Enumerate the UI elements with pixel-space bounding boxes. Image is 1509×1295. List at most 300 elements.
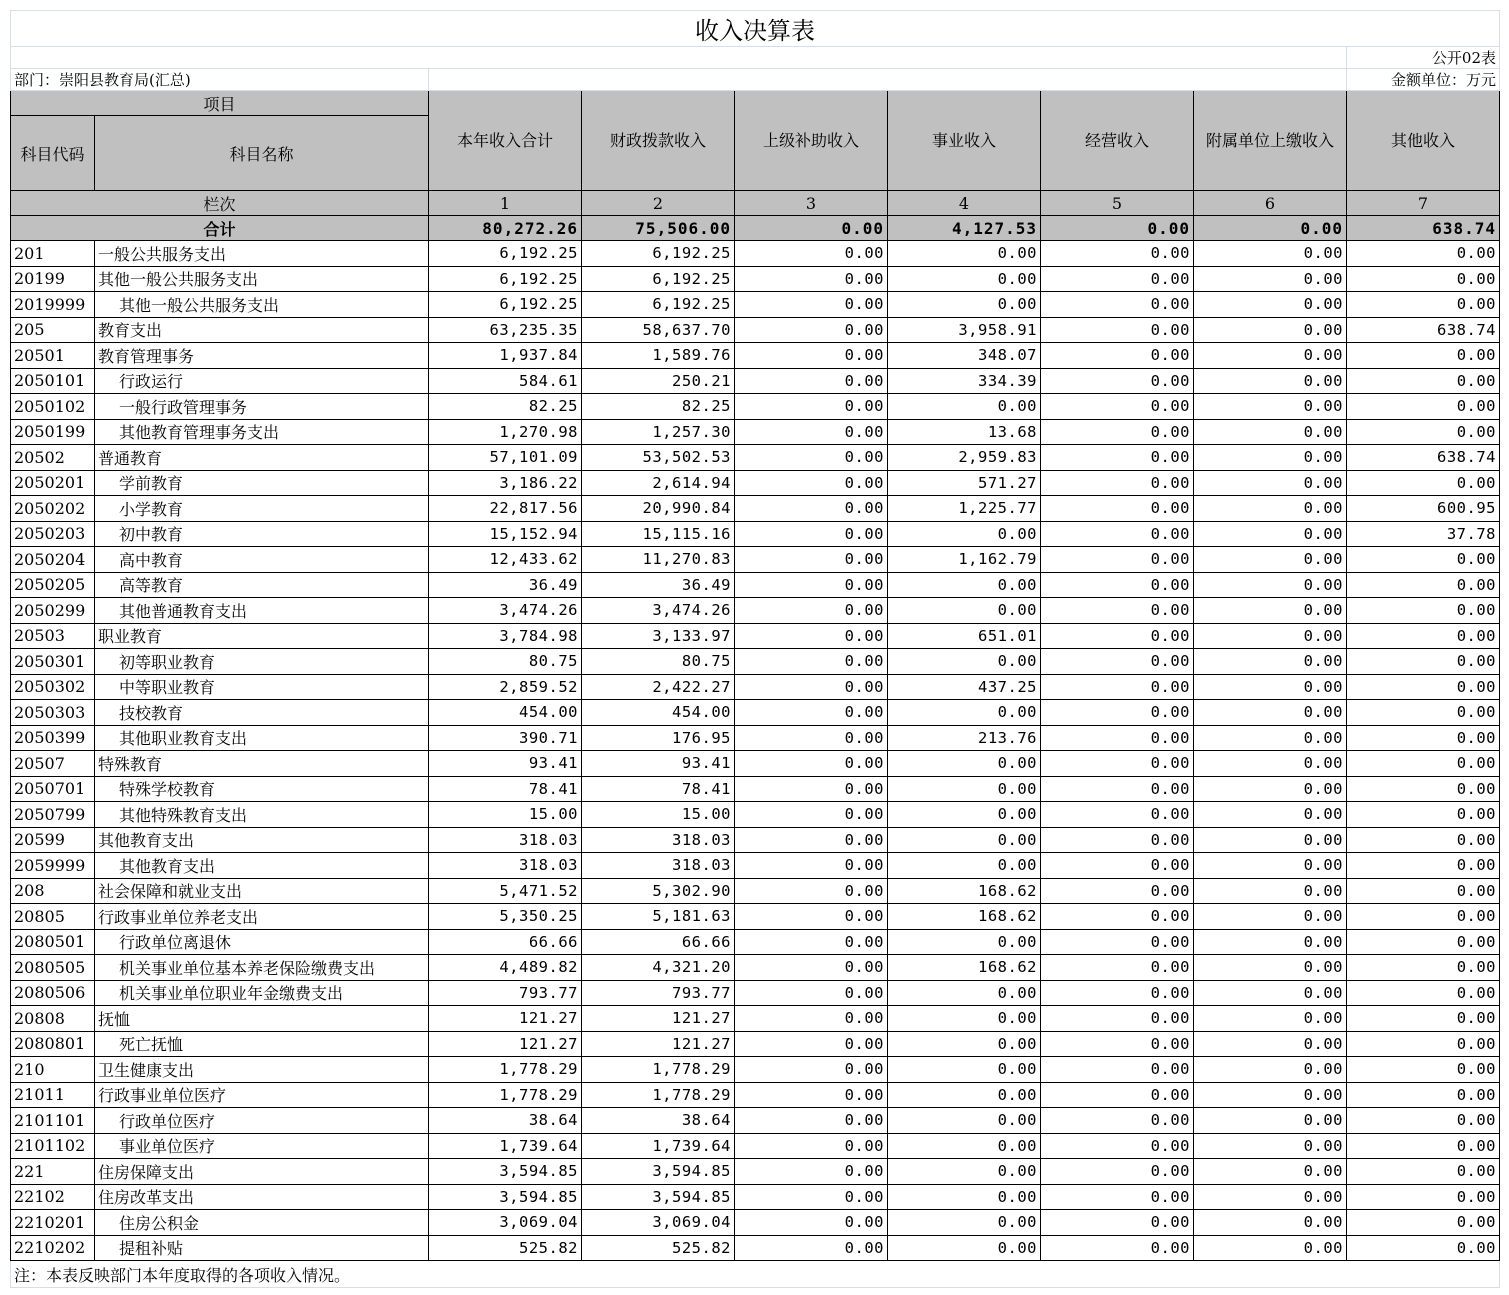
amount-cell: 318.03 (429, 853, 582, 879)
amount-cell: 0.00 (1194, 266, 1347, 292)
table-row (11, 1210, 1500, 1236)
amount-cell: 0.00 (1041, 776, 1194, 802)
subject-code: 21011 (11, 1082, 95, 1108)
col-header-4: 事业收入 (888, 91, 1041, 191)
amount-cell: 0.00 (1194, 853, 1347, 879)
amount-cell: 0.00 (1194, 1057, 1347, 1083)
table-row (11, 853, 1500, 879)
subject-code: 2080506 (11, 980, 95, 1006)
amount-cell: 1,225.77 (888, 496, 1041, 522)
amount-cell: 0.00 (1347, 1184, 1500, 1210)
amount-cell: 0.00 (735, 343, 888, 369)
col-header-3: 上级补助收入 (735, 91, 888, 191)
amount-cell: 600.95 (1347, 496, 1500, 522)
subject-name: 职业教育 (95, 623, 429, 649)
subject-code: 2101101 (11, 1108, 95, 1134)
amount-cell: 0.00 (735, 955, 888, 981)
amount-cell: 0.00 (1194, 547, 1347, 573)
amount-cell: 3,958.91 (888, 317, 1041, 343)
amount-cell: 0.00 (1194, 700, 1347, 726)
amount-cell: 176.95 (582, 725, 735, 751)
amount-cell: 168.62 (888, 904, 1041, 930)
subject-code: 2050302 (11, 674, 95, 700)
amount-cell: 15,115.16 (582, 521, 735, 547)
subject-code: 20199 (11, 266, 95, 292)
amount-cell: 0.00 (1194, 1184, 1347, 1210)
amount-cell: 0.00 (1347, 674, 1500, 700)
amount-cell: 0.00 (1194, 419, 1347, 445)
amount-cell: 0.00 (1347, 776, 1500, 802)
amount-cell: 2,859.52 (429, 674, 582, 700)
amount-cell: 318.03 (582, 853, 735, 879)
amount-cell: 0.00 (888, 1159, 1041, 1185)
amount-cell: 0.00 (1194, 1210, 1347, 1236)
amount-cell: 53,502.53 (582, 445, 735, 471)
amount-cell: 1,270.98 (429, 419, 582, 445)
amount-cell: 0.00 (735, 1159, 888, 1185)
amount-cell: 1,778.29 (429, 1082, 582, 1108)
amount-cell: 0.00 (1041, 445, 1194, 471)
amount-cell: 0.00 (1194, 1108, 1347, 1134)
amount-cell: 1,778.29 (429, 1057, 582, 1083)
amount-cell: 0.00 (735, 1235, 888, 1261)
amount-cell: 0.00 (888, 649, 1041, 675)
amount-cell: 82.25 (582, 394, 735, 420)
total-label: 合计 (11, 216, 429, 241)
amount-cell: 0.00 (735, 419, 888, 445)
amount-cell: 6,192.25 (582, 292, 735, 318)
amount-cell: 0.00 (1041, 649, 1194, 675)
amount-cell: 0.00 (888, 521, 1041, 547)
table-row (11, 547, 1500, 573)
amount-cell: 0.00 (1041, 1057, 1194, 1083)
amount-cell: 4,489.82 (429, 955, 582, 981)
subject-code: 20501 (11, 343, 95, 369)
amount-cell: 1,739.64 (582, 1133, 735, 1159)
amount-cell: 0.00 (1041, 802, 1194, 828)
subject-code: 2050204 (11, 547, 95, 573)
amount-cell: 0.00 (735, 1133, 888, 1159)
subject-name: 初等职业教育 (95, 649, 429, 675)
amount-cell: 0.00 (888, 241, 1041, 267)
amount-cell: 3,474.26 (582, 598, 735, 624)
amount-cell: 0.00 (1041, 623, 1194, 649)
department-label: 部门：崇阳县教育局(汇总) (11, 69, 429, 91)
table-row (11, 878, 1500, 904)
subject-name: 行政运行 (95, 368, 429, 394)
amount-cell: 1,257.30 (582, 419, 735, 445)
subject-code: 2059999 (11, 853, 95, 879)
unit-label: 金额单位：万元 (1347, 69, 1500, 91)
table-row (11, 980, 1500, 1006)
amount-cell: 0.00 (1347, 623, 1500, 649)
amount-cell: 0.00 (1347, 751, 1500, 777)
subject-name: 死亡抚恤 (95, 1031, 429, 1057)
amount-cell: 3,069.04 (582, 1210, 735, 1236)
amount-cell: 0.00 (888, 802, 1041, 828)
amount-cell: 0.00 (735, 649, 888, 675)
amount-cell: 0.00 (1347, 1210, 1500, 1236)
data-rows (11, 241, 1500, 1261)
amount-cell: 0.00 (1347, 1057, 1500, 1083)
table-row (11, 751, 1500, 777)
amount-cell: 0.00 (735, 1057, 888, 1083)
amount-cell: 58,637.70 (582, 317, 735, 343)
amount-cell: 0.00 (1194, 929, 1347, 955)
amount-cell: 3,784.98 (429, 623, 582, 649)
total-value: 0.00 (1041, 216, 1194, 241)
table-row (11, 1108, 1500, 1134)
column-number: 7 (1347, 191, 1500, 216)
amount-cell: 168.62 (888, 955, 1041, 981)
amount-cell: 0.00 (1041, 598, 1194, 624)
total-value: 80,272.26 (429, 216, 582, 241)
amount-cell: 121.27 (582, 1031, 735, 1057)
subject-code: 205 (11, 317, 95, 343)
total-value: 75,506.00 (582, 216, 735, 241)
amount-cell: 1,778.29 (582, 1057, 735, 1083)
amount-cell: 454.00 (429, 700, 582, 726)
subject-code: 221 (11, 1159, 95, 1185)
subject-name: 住房公积金 (95, 1210, 429, 1236)
amount-cell: 348.07 (888, 343, 1041, 369)
amount-cell: 0.00 (1194, 1159, 1347, 1185)
amount-cell: 0.00 (1041, 904, 1194, 930)
amount-cell: 0.00 (735, 266, 888, 292)
amount-cell: 0.00 (888, 1235, 1041, 1261)
amount-cell: 0.00 (888, 1184, 1041, 1210)
amount-cell: 0.00 (1194, 674, 1347, 700)
empty-cell (429, 69, 1347, 91)
amount-cell: 36.49 (582, 572, 735, 598)
amount-cell: 0.00 (1347, 980, 1500, 1006)
amount-cell: 0.00 (1194, 496, 1347, 522)
total-value: 4,127.53 (888, 216, 1041, 241)
amount-cell: 793.77 (582, 980, 735, 1006)
amount-cell: 0.00 (888, 1133, 1041, 1159)
amount-cell: 0.00 (735, 547, 888, 573)
amount-cell: 0.00 (1041, 343, 1194, 369)
amount-cell: 651.01 (888, 623, 1041, 649)
subject-code: 20599 (11, 827, 95, 853)
amount-cell: 0.00 (735, 241, 888, 267)
table-row (11, 955, 1500, 981)
amount-cell: 121.27 (429, 1031, 582, 1057)
amount-cell: 3,186.22 (429, 470, 582, 496)
amount-cell: 0.00 (735, 317, 888, 343)
amount-cell: 0.00 (735, 853, 888, 879)
amount-cell: 6,192.25 (429, 266, 582, 292)
subject-name: 其他教育支出 (95, 827, 429, 853)
amount-cell: 0.00 (1041, 980, 1194, 1006)
amount-cell: 0.00 (1041, 751, 1194, 777)
amount-cell: 78.41 (429, 776, 582, 802)
amount-cell: 0.00 (1041, 317, 1194, 343)
amount-cell: 0.00 (1041, 1159, 1194, 1185)
table-row (11, 776, 1500, 802)
subject-code: 2050399 (11, 725, 95, 751)
total-value: 0.00 (1194, 216, 1347, 241)
amount-cell: 0.00 (1194, 649, 1347, 675)
amount-cell: 0.00 (888, 827, 1041, 853)
amount-cell: 0.00 (888, 929, 1041, 955)
amount-cell: 38.64 (429, 1108, 582, 1134)
amount-cell: 0.00 (1347, 470, 1500, 496)
amount-cell: 168.62 (888, 878, 1041, 904)
amount-cell: 0.00 (1041, 572, 1194, 598)
amount-cell: 0.00 (1194, 317, 1347, 343)
subject-name: 事业单位医疗 (95, 1133, 429, 1159)
subject-code: 20503 (11, 623, 95, 649)
amount-cell: 4,321.20 (582, 955, 735, 981)
amount-cell: 0.00 (1194, 878, 1347, 904)
subject-name: 初中教育 (95, 521, 429, 547)
subject-name: 技校教育 (95, 700, 429, 726)
amount-cell: 0.00 (1347, 1031, 1500, 1057)
amount-cell: 0.00 (735, 572, 888, 598)
subject-code: 20507 (11, 751, 95, 777)
table-row (11, 674, 1500, 700)
subject-code: 2080501 (11, 929, 95, 955)
amount-cell: 3,594.85 (582, 1159, 735, 1185)
amount-cell: 0.00 (1194, 776, 1347, 802)
table-row (11, 445, 1500, 471)
amount-cell: 0.00 (888, 1210, 1041, 1236)
col-header-5: 经营收入 (1041, 91, 1194, 191)
amount-cell: 15.00 (582, 802, 735, 828)
spreadsheet (10, 10, 1499, 1288)
table-row (11, 725, 1500, 751)
amount-cell: 12,433.62 (429, 547, 582, 573)
table-row (11, 929, 1500, 955)
amount-cell: 0.00 (735, 751, 888, 777)
subject-name: 机关事业单位职业年金缴费支出 (95, 980, 429, 1006)
amount-cell: 0.00 (1194, 725, 1347, 751)
amount-cell: 66.66 (582, 929, 735, 955)
amount-cell: 0.00 (1347, 1235, 1500, 1261)
amount-cell: 66.66 (429, 929, 582, 955)
amount-cell: 0.00 (1194, 445, 1347, 471)
col-header-6: 附属单位上缴收入 (1194, 91, 1347, 191)
column-number: 4 (888, 191, 1041, 216)
amount-cell: 0.00 (1041, 827, 1194, 853)
amount-cell: 0.00 (1041, 1031, 1194, 1057)
amount-cell: 37.78 (1347, 521, 1500, 547)
amount-cell: 5,181.63 (582, 904, 735, 930)
amount-cell: 0.00 (735, 470, 888, 496)
subject-name: 住房保障支出 (95, 1159, 429, 1185)
amount-cell: 0.00 (1194, 368, 1347, 394)
subject-name: 高中教育 (95, 547, 429, 573)
name-header: 科目名称 (95, 116, 429, 191)
subject-code: 2050102 (11, 394, 95, 420)
total-value: 0.00 (735, 216, 888, 241)
amount-cell: 6,192.25 (429, 241, 582, 267)
amount-cell: 0.00 (1347, 368, 1500, 394)
subject-name: 高等教育 (95, 572, 429, 598)
table-row (11, 827, 1500, 853)
amount-cell: 0.00 (1347, 955, 1500, 981)
amount-cell: 0.00 (1347, 700, 1500, 726)
amount-cell: 0.00 (735, 802, 888, 828)
amount-cell: 0.00 (1347, 292, 1500, 318)
amount-cell: 3,594.85 (429, 1159, 582, 1185)
amount-cell: 80.75 (582, 649, 735, 675)
amount-cell: 80.75 (429, 649, 582, 675)
table-row (11, 266, 1500, 292)
subject-code: 20502 (11, 445, 95, 471)
subject-name: 教育管理事务 (95, 343, 429, 369)
amount-cell: 0.00 (1194, 827, 1347, 853)
amount-cell: 0.00 (1041, 1184, 1194, 1210)
amount-cell: 0.00 (735, 1006, 888, 1032)
amount-cell: 0.00 (1194, 1031, 1347, 1057)
amount-cell: 0.00 (1041, 955, 1194, 981)
subject-code: 2050299 (11, 598, 95, 624)
table-row (11, 394, 1500, 420)
amount-cell: 525.82 (429, 1235, 582, 1261)
subject-name: 住房改革支出 (95, 1184, 429, 1210)
table-row (11, 802, 1500, 828)
amount-cell: 0.00 (735, 292, 888, 318)
amount-cell: 0.00 (1194, 241, 1347, 267)
amount-cell: 318.03 (582, 827, 735, 853)
amount-cell: 11,270.83 (582, 547, 735, 573)
amount-cell: 0.00 (1347, 1159, 1500, 1185)
subject-name: 特殊教育 (95, 751, 429, 777)
column-number: 2 (582, 191, 735, 216)
subject-code: 2080801 (11, 1031, 95, 1057)
column-number: 5 (1041, 191, 1194, 216)
table-row (11, 496, 1500, 522)
subject-code: 2050202 (11, 496, 95, 522)
amount-cell: 0.00 (735, 1108, 888, 1134)
table-row (11, 572, 1500, 598)
subject-code: 2050199 (11, 419, 95, 445)
amount-cell: 0.00 (1347, 419, 1500, 445)
table-row (11, 649, 1500, 675)
amount-cell: 20,990.84 (582, 496, 735, 522)
subject-code: 22102 (11, 1184, 95, 1210)
amount-cell: 213.76 (888, 725, 1041, 751)
subject-name: 一般公共服务支出 (95, 241, 429, 267)
amount-cell: 0.00 (1194, 394, 1347, 420)
amount-cell: 0.00 (1347, 343, 1500, 369)
subject-code: 2019999 (11, 292, 95, 318)
column-number: 3 (735, 191, 888, 216)
subject-name: 其他一般公共服务支出 (95, 292, 429, 318)
amount-cell: 571.27 (888, 470, 1041, 496)
amount-cell: 0.00 (1347, 904, 1500, 930)
subject-name: 其他特殊教育支出 (95, 802, 429, 828)
subject-name: 其他职业教育支出 (95, 725, 429, 751)
amount-cell: 0.00 (1194, 292, 1347, 318)
column-number: 1 (429, 191, 582, 216)
table-row (11, 1235, 1500, 1261)
subject-name: 提租补贴 (95, 1235, 429, 1261)
amount-cell: 638.74 (1347, 445, 1500, 471)
amount-cell: 0.00 (1347, 827, 1500, 853)
subject-name: 学前教育 (95, 470, 429, 496)
amount-cell: 3,594.85 (582, 1184, 735, 1210)
amount-cell: 0.00 (735, 827, 888, 853)
amount-cell: 15,152.94 (429, 521, 582, 547)
amount-cell: 0.00 (735, 623, 888, 649)
amount-cell: 0.00 (888, 1031, 1041, 1057)
amount-cell: 0.00 (1041, 878, 1194, 904)
item-header: 项目 (11, 91, 429, 116)
amount-cell: 0.00 (888, 572, 1041, 598)
subject-name: 其他教育管理事务支出 (95, 419, 429, 445)
table-row (11, 368, 1500, 394)
amount-cell: 0.00 (1347, 802, 1500, 828)
amount-cell: 1,589.76 (582, 343, 735, 369)
amount-cell: 0.00 (1347, 649, 1500, 675)
amount-cell: 0.00 (1041, 725, 1194, 751)
amount-cell: 0.00 (1347, 929, 1500, 955)
amount-cell: 0.00 (1347, 266, 1500, 292)
amount-cell: 0.00 (1041, 547, 1194, 573)
amount-cell: 0.00 (1041, 1006, 1194, 1032)
amount-cell: 0.00 (1194, 623, 1347, 649)
table-row (11, 700, 1500, 726)
amount-cell: 6,192.25 (582, 241, 735, 267)
subject-code: 2050201 (11, 470, 95, 496)
amount-cell: 0.00 (1041, 496, 1194, 522)
amount-cell: 93.41 (582, 751, 735, 777)
subject-name: 特殊学校教育 (95, 776, 429, 802)
amount-cell: 334.39 (888, 368, 1041, 394)
amount-cell: 0.00 (1347, 598, 1500, 624)
amount-cell: 0.00 (735, 394, 888, 420)
amount-cell: 0.00 (1041, 1235, 1194, 1261)
amount-cell: 0.00 (1194, 1006, 1347, 1032)
table-row (11, 343, 1500, 369)
subject-name: 行政单位医疗 (95, 1108, 429, 1134)
subject-name: 中等职业教育 (95, 674, 429, 700)
amount-cell: 0.00 (1347, 853, 1500, 879)
amount-cell: 0.00 (1041, 929, 1194, 955)
amount-cell: 5,350.25 (429, 904, 582, 930)
table-row (11, 317, 1500, 343)
subject-name: 行政单位离退休 (95, 929, 429, 955)
table-row (11, 241, 1500, 267)
amount-cell: 3,069.04 (429, 1210, 582, 1236)
subject-code: 208 (11, 878, 95, 904)
amount-cell: 0.00 (1041, 368, 1194, 394)
subject-code: 2210201 (11, 1210, 95, 1236)
subject-code: 2101102 (11, 1133, 95, 1159)
amount-cell: 0.00 (888, 1006, 1041, 1032)
subject-code: 2210202 (11, 1235, 95, 1261)
table-row (11, 1082, 1500, 1108)
amount-cell: 0.00 (735, 725, 888, 751)
amount-cell: 3,594.85 (429, 1184, 582, 1210)
subject-name: 教育支出 (95, 317, 429, 343)
amount-cell: 1,739.64 (429, 1133, 582, 1159)
amount-cell: 0.00 (1194, 751, 1347, 777)
amount-cell: 0.00 (1194, 955, 1347, 981)
amount-cell: 15.00 (429, 802, 582, 828)
amount-cell: 57,101.09 (429, 445, 582, 471)
subject-name: 卫生健康支出 (95, 1057, 429, 1083)
table-row (11, 904, 1500, 930)
amount-cell: 0.00 (1194, 980, 1347, 1006)
col-header-7: 其他收入 (1347, 91, 1500, 191)
amount-cell: 1,778.29 (582, 1082, 735, 1108)
column-label: 栏次 (11, 191, 429, 216)
amount-cell: 3,474.26 (429, 598, 582, 624)
